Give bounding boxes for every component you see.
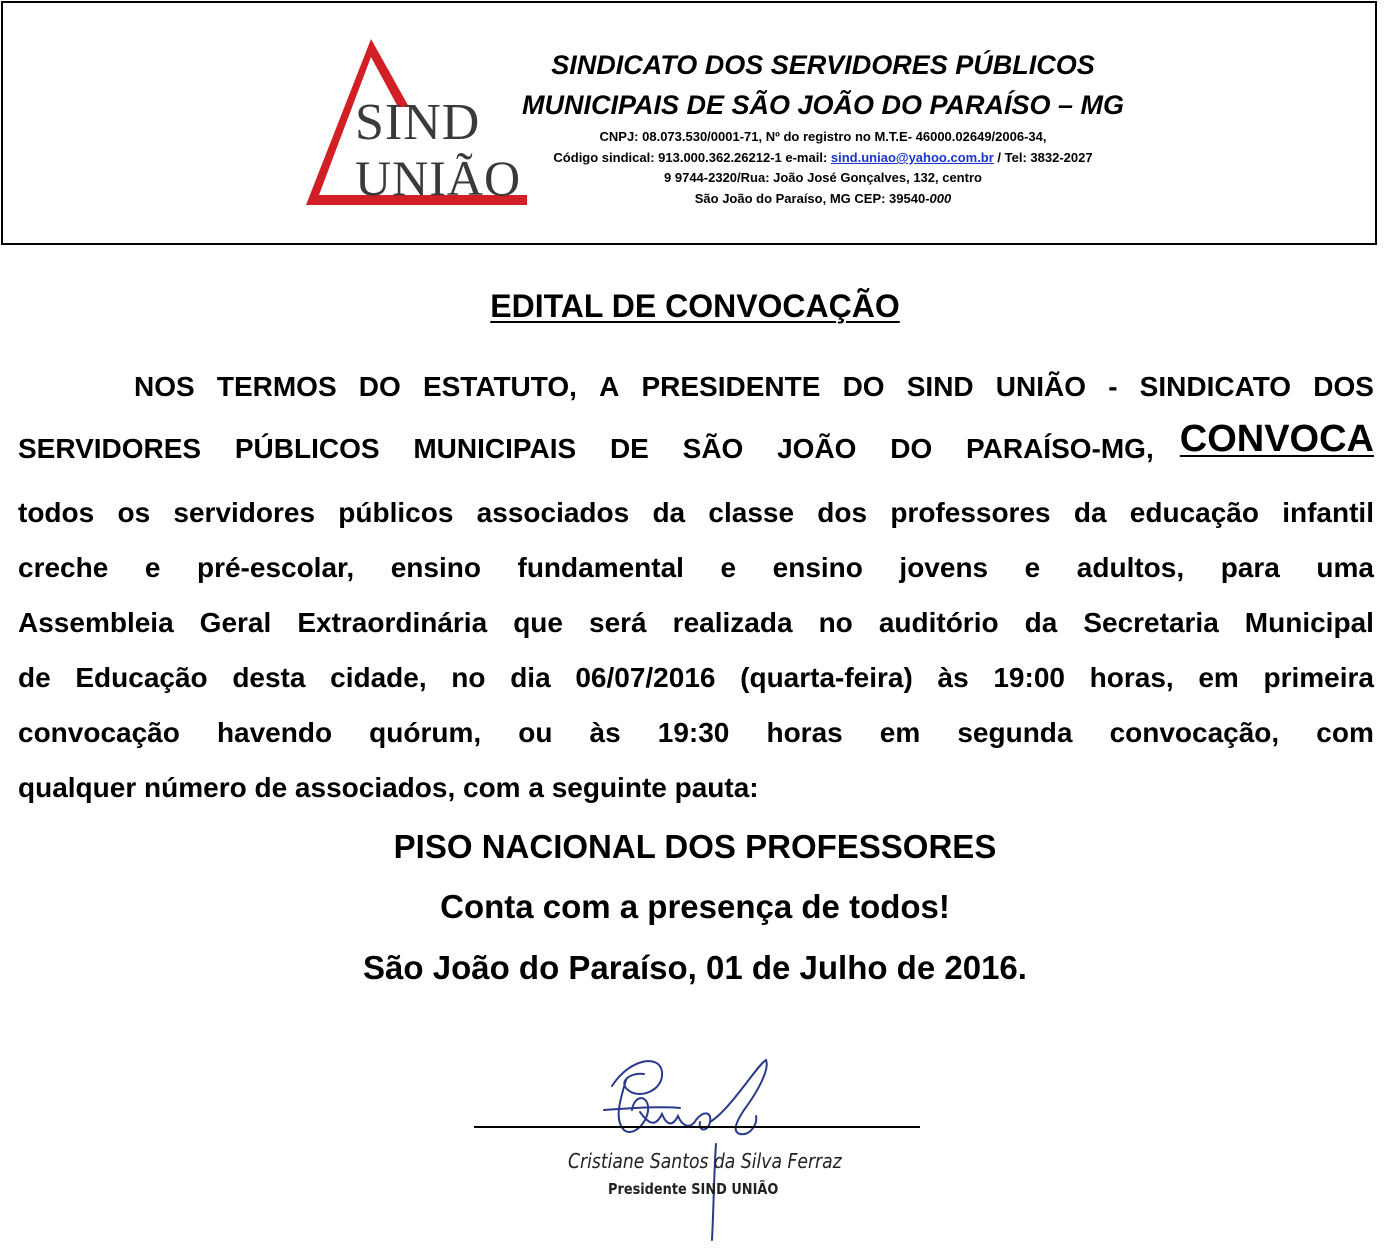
paragraph-text: creche e pré-escolar, ensino fundamental e ensino jovens e adultos, para uma	[18, 552, 1374, 583]
paragraph-line-2	[18, 418, 1374, 465]
letterhead-box	[1, 1, 1377, 245]
convoca-word: CONVOCA	[1179, 418, 1374, 460]
city-cep-text: São João do Paraíso, MG CEP: 39540-	[694, 191, 930, 206]
closing-line: Conta com a presença de todos!	[440, 888, 950, 925]
union-name-line2: MUNICIPAIS DE SÃO JOÃO DO PARAÍSO – MG	[521, 90, 1125, 120]
paragraph-line-6	[18, 662, 1374, 694]
union-name-line1: SINDICATO DOS SERVIDORES PÚBLICOS	[551, 50, 1095, 80]
logo-text-uniao: UNIÃO	[355, 150, 522, 206]
paragraph-text: de Educação desta cidade, no dia 06/07/2016 (quarta-feira) às 19:00 horas, em primeira	[18, 662, 1374, 693]
place-date-line: São João do Paraíso, 01 de Julho de 2016.	[363, 949, 1027, 986]
paragraph-text: qualquer número de associados, com a seguinte pauta:	[18, 772, 759, 803]
signatory-role: Presidente SIND UNIÃO	[608, 1180, 779, 1198]
city-line	[423, 192, 1223, 205]
cnpj-line: CNPJ: 08.073.530/0001-71, Nº do registro no M.T.E- 46000.02649/2006-34,	[599, 129, 1047, 144]
contact-line	[423, 151, 1223, 164]
paragraph-text: NOS TERMOS DO ESTATUTO, A PRESIDENTE DO SIND UNIÃO - SINDICATO DOS	[134, 371, 1374, 402]
logo-text-sind: SIND	[355, 94, 481, 151]
union-code-text: Código sindical: 913.000.362.26212-1 e-mail:	[553, 150, 831, 165]
document-title	[0, 290, 1390, 322]
signature-line	[474, 1126, 920, 1128]
paragraph-line-1	[134, 371, 1374, 403]
paragraph-text: convocação havendo quórum, ou às 19:30 horas em segunda convocação, com	[18, 717, 1374, 748]
paragraph-line-7	[18, 717, 1374, 749]
document-title-text: EDITAL DE CONVOCAÇÃO	[490, 288, 900, 324]
paragraph-text: Assembleia Geral Extraordinária que será realizada no auditório da Secretaria Municipal	[18, 607, 1374, 638]
paragraph-text: SERVIDORES PÚBLICOS MUNICIPAIS DE SÃO JOÃO DO PARAÍSO-MG,	[18, 433, 1154, 464]
email-link[interactable]: sind.uniao@yahoo.com.br	[830, 150, 994, 165]
cep-suffix: 000	[929, 191, 952, 206]
paragraph-line-8	[18, 772, 1374, 804]
signatory-name: Cristiane Santos da Silva Ferraz	[568, 1149, 842, 1173]
address-line: 9 9744-2320/Rua: João José Gonçalves, 132, centro	[664, 170, 982, 185]
paragraph-text: todos os servidores públicos associados da classe dos professores da educação infantil	[18, 497, 1374, 528]
agenda-item: PISO NACIONAL DOS PROFESSORES	[393, 828, 997, 865]
phone-text: / Tel: 3832-2027	[993, 150, 1093, 165]
paragraph-line-5	[18, 607, 1374, 639]
paragraph-line-3	[18, 497, 1374, 529]
paragraph-line-4	[18, 552, 1374, 584]
